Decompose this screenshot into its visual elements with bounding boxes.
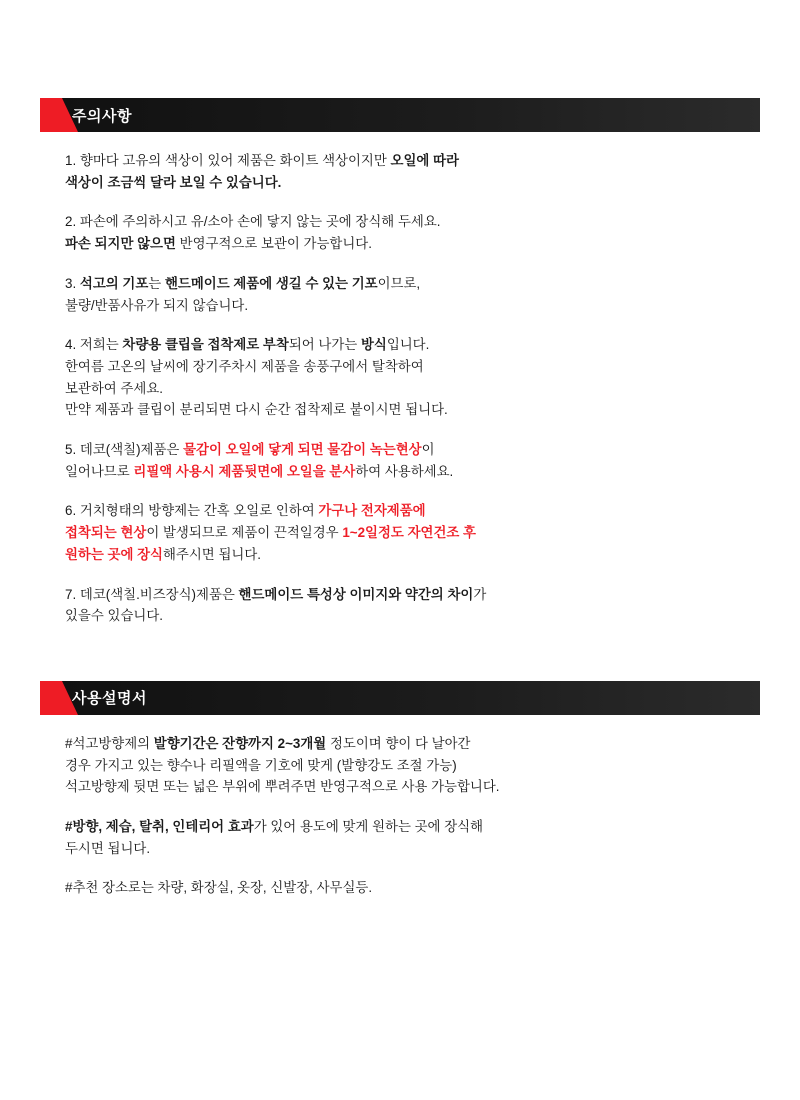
text-run: 정도이며 향이 다 날아간 [326,735,471,751]
text-line [65,605,735,627]
header-bar [62,681,760,715]
section-body-manual [40,715,760,899]
text-line [65,544,735,566]
text-line [65,584,735,606]
text-run: 경우 가지고 있는 향수나 리필액을 기호에 맞게 (발향강도 조절 가능) [65,757,457,773]
text-run: 입니다. [386,337,430,353]
text-line [65,838,735,860]
accent-block-icon [40,681,62,715]
text-run: 이므로, [377,275,421,291]
text-line [65,150,735,172]
text-run: #방향, 제습, 탈취, 인테리어 효과 [65,819,254,835]
text-run: 2. 파손에 주의하시고 유/소아 손에 닿지 않는 곳에 장식해 두세요. [65,214,441,230]
text-run: #추천 장소로는 차량, 화장실, 옷장, 신발장, 사무실등. [65,880,373,896]
text-line [65,755,735,777]
paragraph [65,733,735,798]
text-run: 석고방향제 뒷면 또는 넓은 부위에 뿌려주면 반영구적으로 사용 가능합니다. [65,779,500,795]
text-run: 되어 나가는 [288,337,361,353]
text-run: 일어나므로 [65,463,134,479]
text-run: #석고방향제의 [65,735,154,751]
paragraph [65,439,735,482]
text-line [65,334,735,356]
text-run: 오일에 따라 [390,153,459,168]
text-run: 핸드메이드 제품에 생길 수 있는 기포 [164,275,378,291]
text-run: 핸드메이드 특성상 이미지와 약간의 차이 [238,586,474,602]
paragraph [65,211,735,254]
text-run: 보관하여 주세요. [65,380,163,396]
text-run: 접착되는 현상 [65,525,147,541]
text-run: 파손 되지만 않으면 [65,236,176,252]
text-run: 해주시면 됩니다. [163,546,261,562]
text-run: 5. 데코(색칠)제품은 [65,442,184,458]
accent-block-icon [40,98,62,132]
text-run: 불량/반품사유가 되지 않습니다. [65,297,249,313]
section-spacer [0,627,800,681]
section-caution [0,98,800,627]
text-run: 차량용 클립을 접착제로 부착 [122,337,289,353]
text-run: 물감이 오일에 닿게 되면 물감이 녹는현상 [183,442,422,458]
paragraph [65,334,735,421]
text-run: 가 있어 용도에 맞게 원하는 곳에 장식해 [253,819,484,835]
text-run: 1~2일정도 자연건조 후 [342,525,476,541]
section-title-manual: 사용설명서 [72,690,147,708]
paragraph [65,584,735,627]
text-run: 발향기간은 잔향까지 2~3개월 [153,735,327,751]
text-run: 이 발생되므로 제품이 끈적일경우 [146,525,343,541]
text-line [65,356,735,378]
text-run: 3. [65,275,80,291]
text-run: 가 [473,586,487,602]
text-line [65,273,735,295]
text-line [65,172,735,194]
text-run: 하여 사용하세요. [355,463,454,479]
text-line [65,399,735,421]
section-header-manual [40,681,760,715]
text-run: 방식 [360,337,387,353]
text-run: 색상이 조금씩 달라 보일 수 있습니다. [65,174,282,190]
text-line [65,439,735,461]
text-run: 4. 저희는 [65,337,123,353]
section-body-caution [40,132,760,627]
text-line [65,522,735,544]
paragraph [65,816,735,859]
text-line [65,816,735,838]
paragraph [65,273,735,316]
text-line [65,776,735,798]
text-run: 7. 데코(색칠.비즈장식)제품은 [65,586,239,602]
text-run: 가구나 전자제품에 [318,503,426,519]
text-line [65,500,735,522]
text-run: 있을수 있습니다. [65,608,163,624]
text-run: 1. 향마다 고유의 색상이 있어 제품은 화이트 색상이지만 [65,153,391,168]
section-header-caution [40,98,760,132]
text-run: 만약 제품과 클립이 분리되면 다시 순간 접착제로 붙이시면 됩니다. [65,402,448,418]
text-run: 반영구적으로 보관이 가능합니다. [175,236,372,252]
text-run: 한여름 고온의 날씨에 장기주차시 제품을 송풍구에서 탈착하여 [65,358,424,374]
top-spacer [0,0,800,98]
section-title-caution: 주의사항 [72,107,132,125]
paragraph [65,877,735,899]
section-manual [0,681,800,899]
text-run: 는 [148,275,165,291]
text-run: 이 [421,442,435,458]
text-run: 원하는 곳에 장식 [65,546,163,562]
text-line [65,733,735,755]
text-line [65,211,735,233]
paragraph [65,150,735,193]
text-run: 두시면 됩니다. [65,840,151,856]
paragraph [65,500,735,565]
text-run: 6. 거치형태의 방향제는 간혹 오일로 인하여 [65,503,319,519]
text-run: 석고의 기포 [79,275,149,291]
text-line [65,295,735,317]
text-run: 리필액 사용시 제품뒷면에 오일을 분사 [133,463,356,479]
header-bar [62,98,760,132]
text-line [65,461,735,483]
text-line [65,378,735,400]
text-line [65,877,735,899]
text-line [65,233,735,255]
